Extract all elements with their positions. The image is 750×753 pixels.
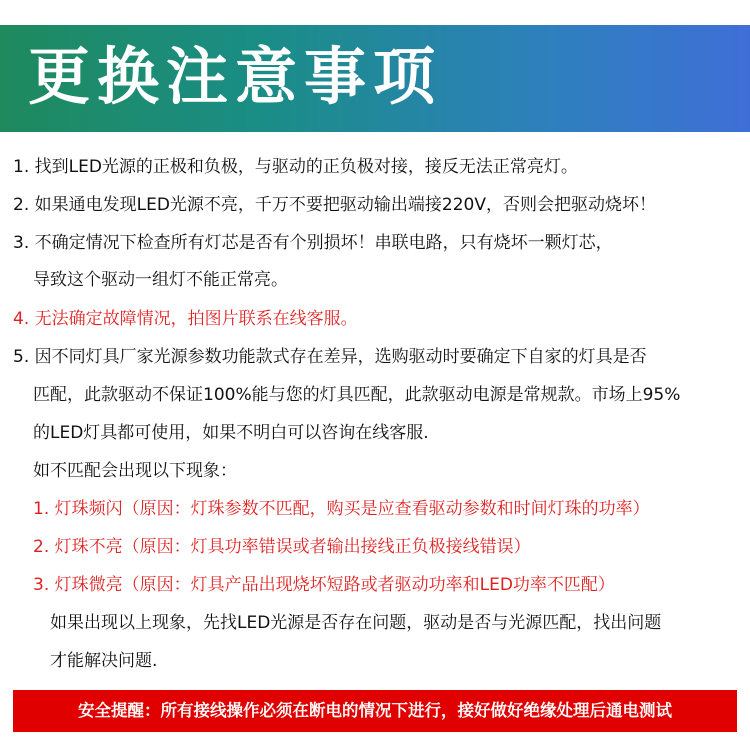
note-line-5-continued-2: 的LED灯具都可使用，如果不明白可以咨询在线客服. bbox=[33, 423, 429, 443]
note-line-5: 5. 因不同灯具厂家光源参数功能款式存在差异，选购驱动时要确定下自家的灯具是否 bbox=[13, 347, 647, 367]
symptom-2: 2. 灯珠不亮（原因：灯具功率错误或者输出接线正负极接线错误） bbox=[33, 537, 531, 557]
troubleshoot-advice-continued: 才能解决问题. bbox=[50, 651, 158, 671]
symptoms-intro: 如不匹配会出现以下现象： bbox=[33, 461, 237, 481]
note-line-3-continued: 导致这个驱动一组灯不能正常亮。 bbox=[33, 270, 288, 290]
note-line-4: 4. 无法确定故障情况，拍图片联系在线客服。 bbox=[13, 309, 358, 329]
safety-warning-text: 安全提醒：所有接线操作必须在断电的情况下进行，接好做好绝缘处理后通电测试 bbox=[78, 701, 672, 720]
symptom-1: 1. 灯珠频闪（原因：灯珠参数不匹配，购买是应查看驱动参数和时间灯珠的功率） bbox=[33, 499, 650, 519]
note-line-1: 1. 找到LED光源的正极和负极，与驱动的正负极对接，接反无法正常亮灯。 bbox=[13, 157, 578, 177]
symptom-3: 3. 灯珠微亮（原因：灯具产品出现烧坏短路或者驱动功率和LED功率不匹配） bbox=[33, 575, 615, 595]
safety-warning-bar bbox=[13, 690, 737, 732]
page-title: 更换注意事项 bbox=[28, 40, 443, 113]
troubleshoot-advice: 如果出现以上现象，先找LED光源是否存在问题，驱动是否与光源匹配，找出问题 bbox=[50, 613, 662, 633]
note-line-5-continued-1: 匹配，此款驱动不保证100%能与您的灯具匹配，此款驱动电源是常规款。市场上95% bbox=[33, 385, 681, 405]
note-line-2: 2. 如果通电发现LED光源不亮，千万不要把驱动输出端接220V，否则会把驱动烧坏！ bbox=[13, 195, 657, 215]
note-line-3: 3. 不确定情况下检查所有灯芯是否有个别损坏！串联电路，只有烧坏一颗灯芯， bbox=[13, 233, 613, 253]
top-whitespace bbox=[0, 0, 750, 25]
title-banner bbox=[0, 25, 750, 132]
